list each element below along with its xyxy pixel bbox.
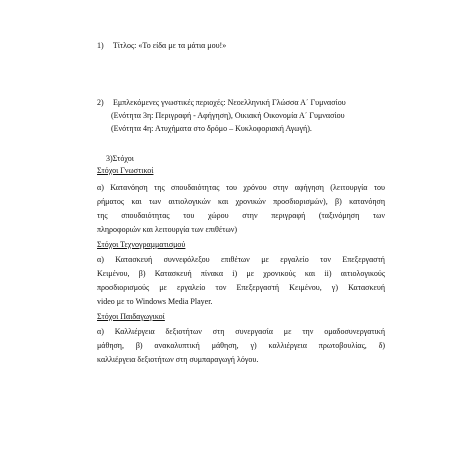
cognitive-heading: Στόχοι Γνωστικοί: [97, 166, 154, 175]
technology-line-3: προσδιορισμούς με εργαλείο τον Επεξεργαστή Κειμένου, γ) Κατασκευή: [97, 283, 385, 292]
item1-title: Τίτλος: «Το είδα με τα μάτια μου!»: [112, 41, 227, 50]
item2-line-3: [111, 124, 312, 134]
technology-line-2: Κειμένου, β) Κατασκευή πίνακα i) με χρονικούς και ii) αιτιολογικούς: [97, 269, 385, 278]
item1-number: 1): [97, 41, 104, 50]
item2-number: 2): [97, 98, 104, 107]
technology-line-1: α) Κατασκευή συννεφόλεξου επιθέτων με εργαλείο τον Επεξεργαστή: [97, 255, 385, 264]
item2-text-2: (Ενότητα 3η: Περιγραφή - Αφήγηση), Οικιακή Οικονομία Α΄ Γυμνασίου: [111, 111, 345, 120]
cognitive-line-3: της σπουδαιότητας του χώρου στην περιγραφή (ταξινόμηση των: [97, 211, 385, 220]
pedagogical-line-2: μάθηση, β) ανακαλυπτική μάθηση, γ) καλλιέργεια πρωτοβουλίας, δ): [97, 341, 385, 350]
cognitive-line-4: πληροφοριών και λειτουργία των επιθέτων): [97, 225, 238, 234]
pedagogical-line-1: α) Καλλιέργεια δεξιοτήτων στη συνεργασία με την ομαδοσυνεργατική: [97, 327, 385, 336]
cognitive-line-2: ρήματος και των αιτιολογικών και χρονικών προσδιορισμών), β) κατανόηση: [97, 197, 385, 206]
technology-heading: Στόχοι Τεχνογραμματισμού: [97, 240, 186, 249]
cognitive-line-1: α) Κατανόηση της σπουδαιότητας του χρόνου στην αφήγηση (λειτουργία του: [97, 183, 385, 192]
section3-heading: 3)Στόχοι: [106, 154, 134, 163]
pedagogical-line-3: καλλιέργεια δεξιοτήτων στη συμπαραγωγή λόγου.: [97, 355, 259, 364]
item1-line: [97, 41, 226, 51]
technology-line-4: video με το Windows Media Player.: [97, 297, 213, 306]
pedagogical-heading: Στόχοι Παιδαγωγικοί: [97, 312, 165, 321]
item2-text-1: Εμπλεκόμενες γνωστικές περιοχές: Νεοελληνική Γλώσσα Α΄ Γυμνασίου: [113, 98, 346, 107]
item2-line-2: [111, 111, 345, 121]
item2-line-1: [97, 98, 346, 108]
item2-text-3: (Ενότητα 4η: Ατυχήματα στο δρόμο – Κυκλοφοριακή Αγωγή).: [111, 124, 312, 133]
